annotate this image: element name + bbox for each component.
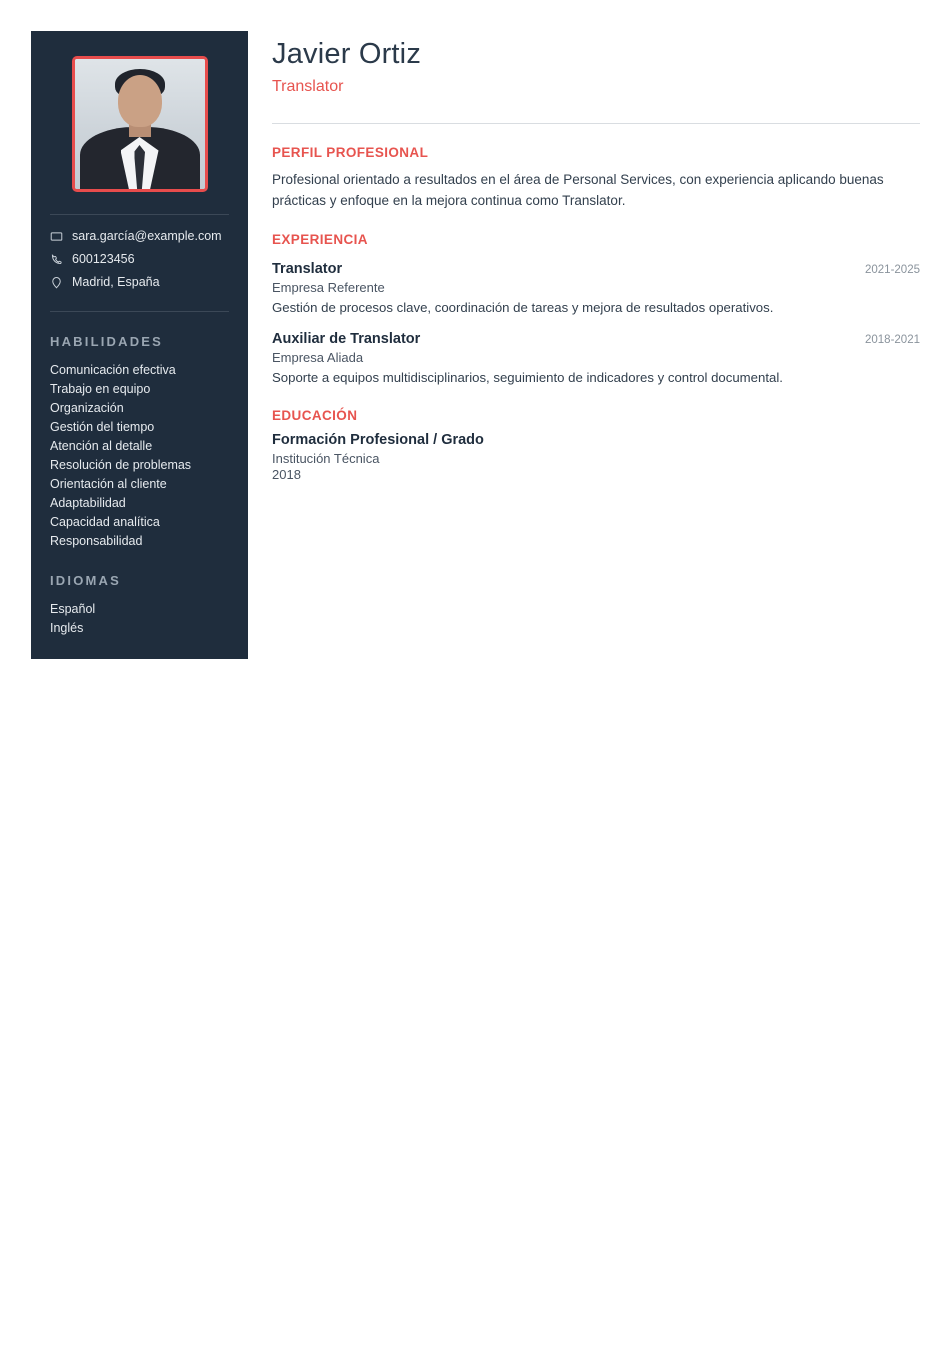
contact-list <box>50 229 229 289</box>
list-item: Gestión del tiempo <box>50 420 155 434</box>
experience-item-header <box>272 261 920 277</box>
sidebar-divider-top <box>50 214 229 215</box>
contact-email[interactable] <box>50 229 229 243</box>
languages-section-title: IDIOMAS <box>50 573 122 588</box>
experience-dates: 2021-2025 <box>865 264 920 276</box>
list-item: Atención al detalle <box>50 439 153 453</box>
experience-description: Soporte a equipos multidisciplinarios, seguimiento de indicadores y control documental. <box>272 370 783 385</box>
avatar-image <box>75 59 205 189</box>
profile-text: Profesional orientado a resultados en el área de Personal Services, con experiencia aplicando buenas prácticas y enfoque en la mejora continua como Translator. <box>272 172 884 208</box>
list-item: Español <box>50 602 96 616</box>
list-item: Orientación al cliente <box>50 477 167 491</box>
list-item: Organización <box>50 401 124 415</box>
education-year: 2018 <box>272 467 301 482</box>
phone-icon <box>50 253 63 266</box>
list-item: Responsabilidad <box>50 534 143 548</box>
languages-list <box>50 600 229 638</box>
header-divider <box>272 123 920 124</box>
contact-location-text: Madrid, España <box>72 275 160 289</box>
experience-item-header <box>272 331 920 347</box>
list-item: Resolución de problemas <box>50 458 192 472</box>
list-item: Trabajo en equipo <box>50 382 151 396</box>
contact-phone[interactable] <box>50 252 229 266</box>
experience-company: Empresa Referente <box>272 280 385 295</box>
education-school: Institución Técnica <box>272 451 380 466</box>
mail-icon <box>50 230 63 243</box>
main-content <box>272 31 920 482</box>
job-role-subtitle: Translator <box>272 78 344 95</box>
experience-item <box>272 261 920 317</box>
contact-email-text: sara.garcía@example.com <box>72 229 222 243</box>
education-degree: Formación Profesional / Grado <box>272 432 484 448</box>
experience-item <box>272 331 920 387</box>
location-pin-icon <box>50 276 63 289</box>
list-item: Adaptabilidad <box>50 496 126 510</box>
experience-section-title: EXPERIENCIA <box>272 232 368 247</box>
skills-list <box>50 361 229 551</box>
sidebar-divider-bottom <box>50 311 229 312</box>
education-item <box>272 432 920 482</box>
list-item: Inglés <box>50 621 84 635</box>
skills-section-title: HABILIDADES <box>50 334 164 349</box>
education-section-title: EDUCACIÓN <box>272 408 358 423</box>
experience-company: Empresa Aliada <box>272 350 364 365</box>
page-title: Javier Ortiz <box>272 38 422 70</box>
avatar <box>72 56 208 192</box>
experience-position: Translator <box>272 261 343 277</box>
sidebar <box>31 31 248 659</box>
contact-location[interactable] <box>50 275 229 289</box>
experience-dates: 2018-2021 <box>865 334 920 346</box>
experience-position: Auxiliar de Translator <box>272 331 421 347</box>
experience-description: Gestión de procesos clave, coordinación de tareas y mejora de resultados operativos. <box>272 300 774 315</box>
list-item: Comunicación efectiva <box>50 363 176 377</box>
contact-phone-text: 600123456 <box>72 252 135 266</box>
profile-section-title: PERFIL PROFESIONAL <box>272 145 429 160</box>
list-item: Capacidad analítica <box>50 515 160 529</box>
